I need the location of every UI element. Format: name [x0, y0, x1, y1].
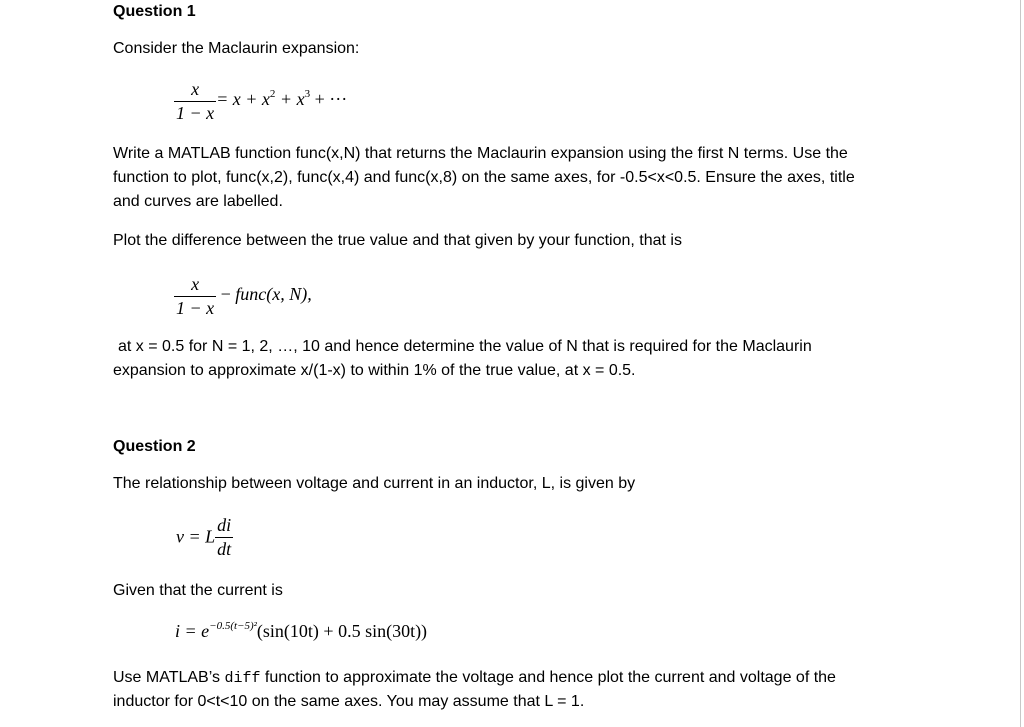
equation-minus: −: [220, 284, 231, 305]
equation-fraction: [215, 514, 233, 560]
page-edge-divider: [1020, 0, 1021, 727]
question-2-paragraph-line-2: inductor for 0<t<10 on the same axes. You may assume that L = 1.: [113, 693, 585, 710]
equation-body: (sin(10t) + 0.5 sin(30t)): [256, 621, 428, 641]
inductor-equation: [176, 514, 233, 560]
question-2-intro: The relationship between voltage and current in an inductor, L, is given by: [113, 475, 636, 492]
fraction-denominator: 1 − x: [176, 103, 215, 123]
code-diff: diff: [224, 670, 261, 687]
question-1-paragraph-3-line-1: at x = 0.5 for N = 1, 2, …, 10 and hence determine the value of N that is required for the Maclaurin: [118, 338, 812, 355]
equation-exponent-2: 2: [269, 88, 276, 101]
paragraph-text-a: Use MATLAB’s: [113, 669, 225, 686]
question-1-paragraph-3-line-2: expansion to approximate x/(1-x) to within 1% of the true value, at x = 0.5.: [113, 362, 636, 379]
equation-func-call: func(x, N),: [235, 284, 312, 305]
fraction-denominator: dt: [217, 539, 232, 559]
question-1-paragraph-2: Plot the difference between the true value and that given by your function, that is: [113, 232, 682, 249]
fraction-denominator: 1 − x: [176, 298, 215, 318]
question-1-paragraph-1-line-2: function to plot, func(x,2), func(x,4) and func(x,8) on the same axes, for -0.5<x<0.5. Ensure the axes, title: [113, 169, 855, 186]
maclaurin-equation: [174, 78, 347, 124]
paragraph-text-b: function to approximate the voltage and hence plot the current and voltage of the: [260, 669, 836, 686]
question-1-heading: Question 1: [113, 3, 196, 20]
fraction-numerator: x: [174, 78, 216, 102]
fraction-numerator: x: [174, 273, 216, 297]
current-equation: [175, 620, 427, 642]
question-2-paragraph-line-1: [113, 666, 836, 691]
question-2-heading: Question 2: [113, 438, 196, 455]
question-1-paragraph-1-line-1: Write a MATLAB function func(x,N) that returns the Maclaurin expansion using the first N terms. Use the: [113, 145, 848, 162]
equation-lhs: v = L: [176, 526, 216, 547]
question-1-intro: Consider the Maclaurin expansion:: [113, 40, 360, 57]
equation-fraction: [174, 273, 216, 319]
equation-lhs: i = e: [175, 621, 210, 641]
equation-exponent: −0.5(t−5)²: [209, 620, 257, 632]
difference-equation: [174, 273, 312, 319]
equation-fraction: [174, 78, 216, 124]
equation-exponent-3: 3: [304, 88, 311, 101]
equation-rhs-b: + x: [275, 89, 305, 110]
equation-rhs-a: = x + x: [216, 89, 270, 110]
equation-rhs-c: + ···: [310, 89, 348, 110]
question-1-paragraph-1-line-3: and curves are labelled.: [113, 193, 283, 210]
fraction-numerator: di: [215, 514, 233, 538]
question-2-given: Given that the current is: [113, 582, 283, 599]
